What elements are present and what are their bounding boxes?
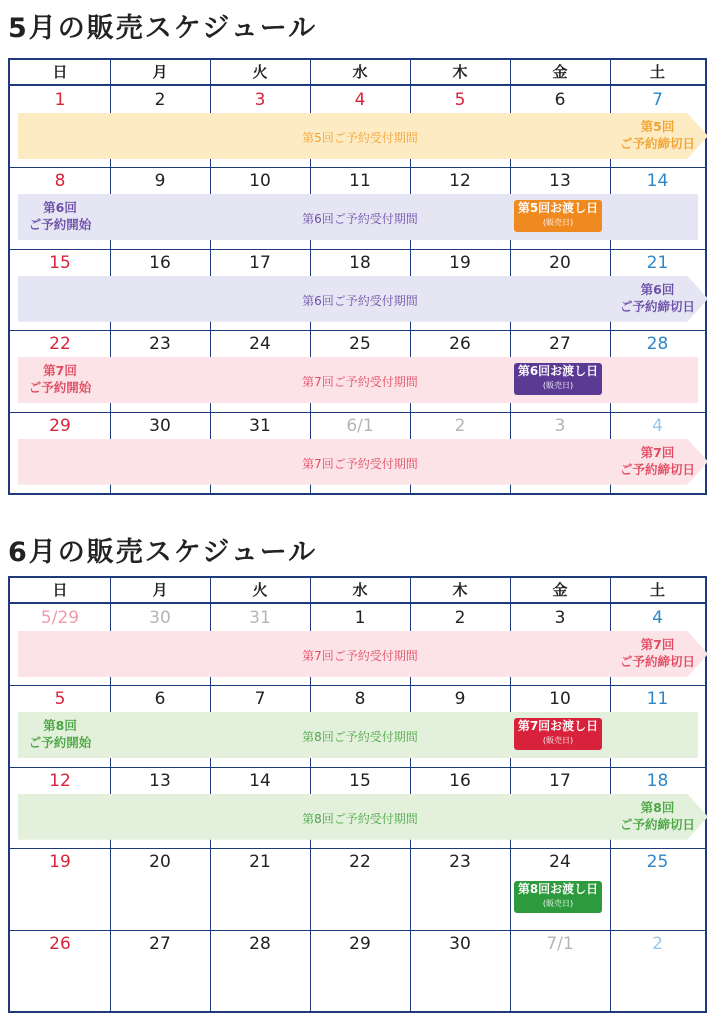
day-number: 25 bbox=[646, 852, 669, 873]
reservation-start-label: 第8回 ご予約開始 bbox=[28, 718, 92, 751]
day-number: 31 bbox=[249, 415, 271, 436]
day-number: 28 bbox=[249, 933, 271, 954]
day-number: 23 bbox=[149, 334, 171, 355]
day-number: 30 bbox=[449, 933, 471, 954]
grid-hline bbox=[10, 330, 705, 331]
day-number: 10 bbox=[249, 171, 271, 192]
day-number: 28 bbox=[646, 334, 669, 355]
delivery-day-text: 第6回お渡し日 bbox=[517, 364, 599, 379]
delivery-day-badge bbox=[514, 200, 602, 232]
day-number: 25 bbox=[349, 334, 371, 355]
reservation-deadline-label: 第7回 ご予約締切日 bbox=[619, 444, 695, 477]
delivery-day-subtext: (販売日) bbox=[542, 381, 574, 391]
grid-hline bbox=[10, 685, 705, 686]
reservation-deadline-label: 第6回 ご予約締切日 bbox=[619, 281, 695, 314]
day-number: 11 bbox=[646, 689, 669, 710]
day-number: 14 bbox=[249, 770, 271, 791]
day-number: 2 bbox=[454, 608, 466, 628]
day-number: 5 bbox=[454, 90, 466, 110]
delivery-day-text: 第7回お渡し日 bbox=[517, 719, 599, 734]
day-number: 4 bbox=[354, 90, 366, 110]
day-number: 6 bbox=[554, 90, 566, 110]
weekday-6: 土 bbox=[649, 581, 665, 599]
weekday-0: 日 bbox=[52, 63, 68, 81]
day-number: 2 bbox=[652, 933, 663, 954]
day-number: 12 bbox=[49, 770, 71, 791]
day-number: 2 bbox=[154, 90, 166, 110]
weekday-6: 土 bbox=[649, 63, 665, 81]
day-number: 29 bbox=[349, 933, 371, 954]
day-number: 23 bbox=[449, 852, 471, 873]
may-title: 5月の販売スケジュール bbox=[8, 13, 318, 44]
day-number: 8 bbox=[54, 171, 66, 192]
weekday-5: 金 bbox=[552, 63, 568, 81]
reservation-period-label: 第5回ご予約受付期間 bbox=[302, 131, 418, 145]
day-number: 26 bbox=[449, 334, 471, 355]
weekday-4: 木 bbox=[452, 581, 468, 599]
day-number: 7 bbox=[254, 689, 266, 710]
weekday-3: 水 bbox=[352, 581, 368, 599]
day-number: 27 bbox=[149, 933, 171, 954]
june-calendar bbox=[8, 576, 707, 1013]
day-number: 2 bbox=[454, 415, 466, 436]
day-number: 6 bbox=[154, 689, 166, 710]
day-number: 9 bbox=[454, 689, 466, 710]
reservation-start-label: 第6回 ご予約開始 bbox=[28, 200, 92, 233]
weekday-4: 木 bbox=[452, 63, 468, 81]
reservation-period-label: 第7回ご予約受付期間 bbox=[302, 375, 418, 390]
reservation-period-label: 第8回ご予約受付期間 bbox=[302, 730, 418, 745]
reservation-period-label: 第7回ご予約受付期間 bbox=[302, 456, 418, 471]
weekday-header bbox=[10, 578, 705, 604]
grid-hline bbox=[10, 848, 705, 849]
reservation-deadline-label: 第8回 ご予約締切日 bbox=[619, 799, 695, 832]
day-number: 13 bbox=[549, 171, 571, 192]
day-number: 11 bbox=[349, 171, 371, 192]
day-number: 18 bbox=[646, 770, 669, 791]
day-number: 18 bbox=[349, 252, 371, 273]
delivery-day-subtext: (販売日) bbox=[542, 899, 574, 909]
day-number: 14 bbox=[646, 171, 669, 192]
weekday-1: 月 bbox=[152, 581, 168, 599]
delivery-day-badge bbox=[514, 718, 602, 750]
delivery-day-badge bbox=[514, 881, 602, 913]
reservation-period-label: 第6回ご予約受付期間 bbox=[302, 212, 418, 227]
reservation-period-label: 第6回ご予約受付期間 bbox=[302, 293, 418, 308]
day-number: 27 bbox=[549, 334, 571, 355]
delivery-day-badge bbox=[514, 363, 602, 395]
day-number: 22 bbox=[349, 852, 371, 873]
reservation-period-label: 第8回ご予約受付期間 bbox=[302, 811, 418, 826]
reservation-start-label: 第7回 ご予約開始 bbox=[28, 363, 92, 396]
day-number: 19 bbox=[49, 852, 71, 873]
delivery-day-subtext: (販売日) bbox=[542, 218, 574, 228]
grid-hline bbox=[10, 249, 705, 250]
day-number: 10 bbox=[549, 689, 571, 710]
reservation-deadline-label: 第7回 ご予約締切日 bbox=[619, 637, 695, 669]
day-number: 24 bbox=[549, 852, 571, 873]
day-number: 30 bbox=[149, 415, 171, 436]
day-number: 12 bbox=[449, 171, 471, 192]
day-number: 21 bbox=[249, 852, 271, 873]
day-number: 3 bbox=[254, 90, 266, 110]
day-number: 24 bbox=[249, 334, 271, 355]
reservation-period-label: 第7回ご予約受付期間 bbox=[302, 649, 418, 663]
day-number: 20 bbox=[149, 852, 171, 873]
weekday-5: 金 bbox=[552, 581, 568, 599]
day-number: 17 bbox=[249, 252, 271, 273]
day-number: 6/1 bbox=[346, 415, 374, 436]
day-number: 17 bbox=[549, 770, 571, 791]
day-number: 15 bbox=[49, 252, 71, 273]
reservation-deadline-label: 第5回 ご予約締切日 bbox=[619, 119, 695, 151]
weekday-2: 火 bbox=[252, 581, 268, 599]
delivery-day-text: 第8回お渡し日 bbox=[517, 882, 599, 897]
grid-hline bbox=[10, 767, 705, 768]
day-number: 30 bbox=[149, 608, 171, 628]
day-number: 3 bbox=[554, 415, 566, 436]
weekday-header bbox=[10, 60, 705, 86]
day-number: 16 bbox=[449, 770, 471, 791]
grid-hline bbox=[10, 167, 705, 168]
day-number: 1 bbox=[354, 608, 366, 628]
may-calendar bbox=[8, 58, 707, 495]
delivery-day-subtext: (販売日) bbox=[542, 736, 574, 746]
day-number: 29 bbox=[49, 415, 71, 436]
day-number: 26 bbox=[49, 933, 71, 954]
day-number: 20 bbox=[549, 252, 571, 273]
day-number: 7/1 bbox=[546, 933, 574, 954]
day-number: 22 bbox=[49, 334, 71, 355]
june-title: 6月の販売スケジュール bbox=[8, 537, 318, 568]
day-number: 19 bbox=[449, 252, 471, 273]
delivery-day-text: 第5回お渡し日 bbox=[517, 201, 599, 216]
day-number: 5/29 bbox=[40, 608, 80, 628]
weekday-3: 水 bbox=[352, 63, 368, 81]
day-number: 7 bbox=[652, 90, 663, 110]
day-number: 15 bbox=[349, 770, 371, 791]
day-number: 9 bbox=[154, 171, 166, 192]
day-number: 16 bbox=[149, 252, 171, 273]
grid-hline bbox=[10, 412, 705, 413]
day-number: 21 bbox=[646, 252, 669, 273]
day-number: 4 bbox=[652, 415, 663, 436]
day-number: 1 bbox=[54, 90, 66, 110]
day-number: 5 bbox=[54, 689, 66, 710]
weekday-2: 火 bbox=[252, 63, 268, 81]
day-number: 3 bbox=[554, 608, 566, 628]
day-number: 8 bbox=[354, 689, 366, 710]
day-number: 31 bbox=[249, 608, 271, 628]
grid-hline bbox=[10, 930, 705, 931]
weekday-0: 日 bbox=[52, 581, 68, 599]
day-number: 13 bbox=[149, 770, 171, 791]
day-number: 4 bbox=[652, 608, 663, 628]
weekday-1: 月 bbox=[152, 63, 168, 81]
